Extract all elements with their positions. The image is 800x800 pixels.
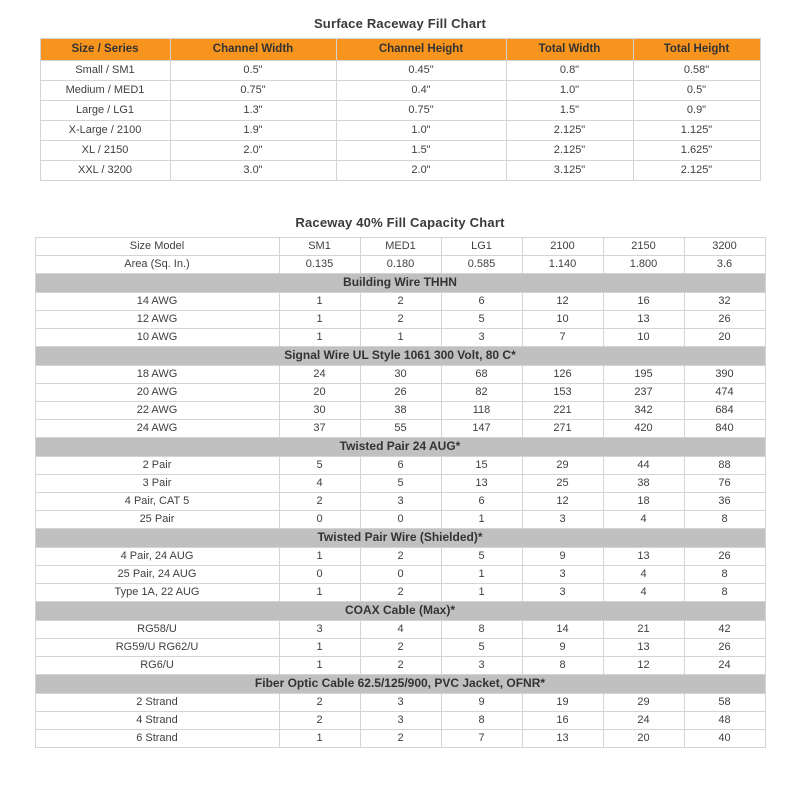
cell-value: 2: [279, 493, 360, 511]
fill-chart-header-row: [40, 39, 760, 61]
row-label: 25 Pair, 24 AUG: [35, 566, 279, 584]
cell-value: 13: [603, 311, 684, 329]
cell-value: 8: [522, 657, 603, 675]
cell-value: 0: [279, 511, 360, 529]
table-row: [35, 694, 765, 712]
column-header: Channel Width: [170, 39, 336, 61]
cell-value: 1: [279, 311, 360, 329]
row-label: 2 Strand: [35, 694, 279, 712]
cell-value: 2.0": [336, 161, 506, 181]
cell-value: 58: [684, 694, 765, 712]
cell-value: 684: [684, 402, 765, 420]
cell-value: 15: [441, 457, 522, 475]
cell-value: 48: [684, 712, 765, 730]
row-label: XXL / 3200: [40, 161, 170, 181]
cell-value: 3.125": [506, 161, 633, 181]
cell-value: LG1: [441, 238, 522, 256]
cell-value: 1.625": [633, 141, 760, 161]
cell-value: 68: [441, 366, 522, 384]
cell-value: 26: [684, 548, 765, 566]
cell-value: 3: [279, 621, 360, 639]
table-row: [35, 712, 765, 730]
cell-value: 3: [522, 566, 603, 584]
cell-value: 0.45": [336, 61, 506, 81]
cell-value: 2: [360, 293, 441, 311]
cell-value: 20: [603, 730, 684, 748]
table-row: [35, 293, 765, 311]
cell-value: 3: [522, 511, 603, 529]
cell-value: 474: [684, 384, 765, 402]
cell-value: 8: [441, 712, 522, 730]
column-header: Total Height: [633, 39, 760, 61]
cell-value: 1: [279, 329, 360, 347]
capacity-chart-title: Raceway 40% Fill Capacity Chart: [295, 215, 505, 230]
cell-value: 12: [522, 493, 603, 511]
cell-value: 1.800: [603, 256, 684, 274]
cell-value: 1.3": [170, 101, 336, 121]
cell-value: 221: [522, 402, 603, 420]
cell-value: 24: [684, 657, 765, 675]
table-row: [35, 457, 765, 475]
cell-value: 1: [279, 639, 360, 657]
cell-value: 0.75": [170, 81, 336, 101]
cell-value: 2: [360, 639, 441, 657]
cell-value: 12: [603, 657, 684, 675]
section-title: Twisted Pair 24 AUG*: [35, 438, 765, 457]
cell-value: SM1: [279, 238, 360, 256]
table-row: [35, 657, 765, 675]
cell-value: 4: [603, 566, 684, 584]
cell-value: 1: [279, 584, 360, 602]
cell-value: 390: [684, 366, 765, 384]
cell-value: 195: [603, 366, 684, 384]
fill-chart-title: Surface Raceway Fill Chart: [313, 16, 487, 31]
cell-value: 19: [522, 694, 603, 712]
cell-value: 9: [522, 548, 603, 566]
cell-value: 5: [441, 639, 522, 657]
cell-value: 0.8": [506, 61, 633, 81]
section-title: COAX Cable (Max)*: [35, 602, 765, 621]
cell-value: 4: [603, 511, 684, 529]
cell-value: 0: [360, 511, 441, 529]
row-label: Small / SM1: [40, 61, 170, 81]
cell-value: 25: [522, 475, 603, 493]
table-row: [40, 101, 760, 121]
table-row: [35, 420, 765, 438]
table-row: [35, 584, 765, 602]
cell-value: 1.5": [506, 101, 633, 121]
cell-value: 5: [360, 475, 441, 493]
row-label: Size Model: [35, 238, 279, 256]
row-label: 12 AWG: [35, 311, 279, 329]
row-label: Large / LG1: [40, 101, 170, 121]
cell-value: 4: [360, 621, 441, 639]
cell-value: 42: [684, 621, 765, 639]
table-row: [35, 511, 765, 529]
capacity-chart-body: [35, 238, 765, 748]
cell-value: 29: [603, 694, 684, 712]
table-row: [35, 311, 765, 329]
cell-value: 30: [279, 402, 360, 420]
cell-value: 3: [360, 493, 441, 511]
raceway-capacity-chart: [35, 237, 766, 748]
table-row: [40, 61, 760, 81]
cell-value: 2.125": [506, 141, 633, 161]
cell-value: 32: [684, 293, 765, 311]
cell-value: 1: [360, 329, 441, 347]
cell-value: 0.135: [279, 256, 360, 274]
row-label: Area (Sq. In.): [35, 256, 279, 274]
table-row: [35, 329, 765, 347]
capacity-header-row: [35, 238, 765, 256]
table-row: [35, 730, 765, 748]
cell-value: 13: [603, 548, 684, 566]
cell-value: 1.125": [633, 121, 760, 141]
cell-value: 1: [279, 548, 360, 566]
cell-value: 2: [279, 694, 360, 712]
row-label: 22 AWG: [35, 402, 279, 420]
cell-value: 3.0": [170, 161, 336, 181]
table-row: [40, 141, 760, 161]
cell-value: 840: [684, 420, 765, 438]
cell-value: 3.6: [684, 256, 765, 274]
cell-value: 2150: [603, 238, 684, 256]
cell-value: 9: [522, 639, 603, 657]
cell-value: 3200: [684, 238, 765, 256]
row-label: RG6/U: [35, 657, 279, 675]
cell-value: 13: [603, 639, 684, 657]
row-label: 4 Strand: [35, 712, 279, 730]
capacity-chart-block: [0, 215, 800, 748]
cell-value: 3: [522, 584, 603, 602]
cell-value: 1.5": [336, 141, 506, 161]
cell-value: 1.140: [522, 256, 603, 274]
row-label: 24 AWG: [35, 420, 279, 438]
cell-value: 38: [360, 402, 441, 420]
cell-value: 44: [603, 457, 684, 475]
cell-value: 13: [522, 730, 603, 748]
cell-value: 2.0": [170, 141, 336, 161]
capacity-header-row: [35, 256, 765, 274]
cell-value: 1: [441, 511, 522, 529]
row-label: 4 Pair, 24 AUG: [35, 548, 279, 566]
row-label: 2 Pair: [35, 457, 279, 475]
table-row: [35, 621, 765, 639]
cell-value: 1: [279, 657, 360, 675]
cell-value: 2.125": [633, 161, 760, 181]
cell-value: 4: [279, 475, 360, 493]
cell-value: 36: [684, 493, 765, 511]
cell-value: 126: [522, 366, 603, 384]
cell-value: 10: [603, 329, 684, 347]
row-label: X-Large / 2100: [40, 121, 170, 141]
cell-value: 2: [360, 548, 441, 566]
table-row: [35, 493, 765, 511]
fill-chart-body: [40, 61, 760, 181]
cell-value: 38: [603, 475, 684, 493]
cell-value: MED1: [360, 238, 441, 256]
cell-value: 26: [360, 384, 441, 402]
cell-value: 8: [684, 584, 765, 602]
cell-value: 2: [360, 584, 441, 602]
cell-value: 2: [360, 311, 441, 329]
cell-value: 4: [603, 584, 684, 602]
cell-value: 2: [279, 712, 360, 730]
cell-value: 0.75": [336, 101, 506, 121]
cell-value: 2: [360, 730, 441, 748]
cell-value: 0.5": [633, 81, 760, 101]
cell-value: 1: [441, 566, 522, 584]
cell-value: 1.0": [506, 81, 633, 101]
cell-value: 24: [279, 366, 360, 384]
cell-value: 0: [360, 566, 441, 584]
cell-value: 5: [279, 457, 360, 475]
row-label: 14 AWG: [35, 293, 279, 311]
table-row: [40, 121, 760, 141]
cell-value: 6: [360, 457, 441, 475]
cell-value: 3: [360, 712, 441, 730]
cell-value: 237: [603, 384, 684, 402]
cell-value: 82: [441, 384, 522, 402]
cell-value: 8: [441, 621, 522, 639]
cell-value: 29: [522, 457, 603, 475]
cell-value: 2100: [522, 238, 603, 256]
cell-value: 0.58": [633, 61, 760, 81]
table-row: [40, 161, 760, 181]
row-label: RG58/U: [35, 621, 279, 639]
cell-value: 8: [684, 566, 765, 584]
section-header-row: [35, 529, 765, 548]
table-row: [35, 384, 765, 402]
section-title: Twisted Pair Wire (Shielded)*: [35, 529, 765, 548]
cell-value: 10: [522, 311, 603, 329]
row-label: 10 AWG: [35, 329, 279, 347]
cell-value: 0.9": [633, 101, 760, 121]
cell-value: 0.4": [336, 81, 506, 101]
cell-value: 1: [441, 584, 522, 602]
cell-value: 0.5": [170, 61, 336, 81]
section-header-row: [35, 274, 765, 293]
cell-value: 26: [684, 311, 765, 329]
cell-value: 0.180: [360, 256, 441, 274]
cell-value: 153: [522, 384, 603, 402]
cell-value: 21: [603, 621, 684, 639]
column-header: Size / Series: [40, 39, 170, 61]
cell-value: 3: [360, 694, 441, 712]
section-title: Building Wire THHN: [35, 274, 765, 293]
cell-value: 2.125": [506, 121, 633, 141]
cell-value: 271: [522, 420, 603, 438]
table-row: [40, 81, 760, 101]
row-label: 20 AWG: [35, 384, 279, 402]
cell-value: 342: [603, 402, 684, 420]
table-row: [35, 548, 765, 566]
cell-value: 16: [522, 712, 603, 730]
cell-value: 37: [279, 420, 360, 438]
cell-value: 18: [603, 493, 684, 511]
cell-value: 88: [684, 457, 765, 475]
row-label: 3 Pair: [35, 475, 279, 493]
cell-value: 5: [441, 311, 522, 329]
cell-value: 7: [441, 730, 522, 748]
cell-value: 147: [441, 420, 522, 438]
cell-value: 1.9": [170, 121, 336, 141]
section-title: Fiber Optic Cable 62.5/125/900, PVC Jacket, OFNR*: [35, 675, 765, 694]
cell-value: 16: [603, 293, 684, 311]
cell-value: 0: [279, 566, 360, 584]
table-row: [35, 566, 765, 584]
cell-value: 30: [360, 366, 441, 384]
section-header-row: [35, 438, 765, 457]
row-label: Type 1A, 22 AUG: [35, 584, 279, 602]
cell-value: 118: [441, 402, 522, 420]
cell-value: 420: [603, 420, 684, 438]
cell-value: 7: [522, 329, 603, 347]
cell-value: 1.0": [336, 121, 506, 141]
surface-raceway-fill-chart: [40, 38, 761, 181]
cell-value: 24: [603, 712, 684, 730]
section-header-row: [35, 347, 765, 366]
row-label: 18 AWG: [35, 366, 279, 384]
cell-value: 76: [684, 475, 765, 493]
cell-value: 55: [360, 420, 441, 438]
row-label: RG59/U RG62/U: [35, 639, 279, 657]
cell-value: 0.585: [441, 256, 522, 274]
cell-value: 26: [684, 639, 765, 657]
cell-value: 2: [360, 657, 441, 675]
cell-value: 12: [522, 293, 603, 311]
cell-value: 20: [279, 384, 360, 402]
column-header: Channel Height: [336, 39, 506, 61]
section-header-row: [35, 675, 765, 694]
cell-value: 9: [441, 694, 522, 712]
section-header-row: [35, 602, 765, 621]
table-row: [35, 639, 765, 657]
row-label: 4 Pair, CAT 5: [35, 493, 279, 511]
row-label: 25 Pair: [35, 511, 279, 529]
cell-value: 40: [684, 730, 765, 748]
row-label: XL / 2150: [40, 141, 170, 161]
cell-value: 8: [684, 511, 765, 529]
column-header: Total Width: [506, 39, 633, 61]
table-row: [35, 366, 765, 384]
cell-value: 1: [279, 730, 360, 748]
table-row: [35, 475, 765, 493]
section-title: Signal Wire UL Style 1061 300 Volt, 80 C*: [35, 347, 765, 366]
cell-value: 6: [441, 293, 522, 311]
cell-value: 13: [441, 475, 522, 493]
cell-value: 14: [522, 621, 603, 639]
cell-value: 20: [684, 329, 765, 347]
row-label: Medium / MED1: [40, 81, 170, 101]
cell-value: 5: [441, 548, 522, 566]
cell-value: 3: [441, 657, 522, 675]
cell-value: 3: [441, 329, 522, 347]
cell-value: 6: [441, 493, 522, 511]
cell-value: 1: [279, 293, 360, 311]
row-label: 6 Strand: [35, 730, 279, 748]
table-row: [35, 402, 765, 420]
